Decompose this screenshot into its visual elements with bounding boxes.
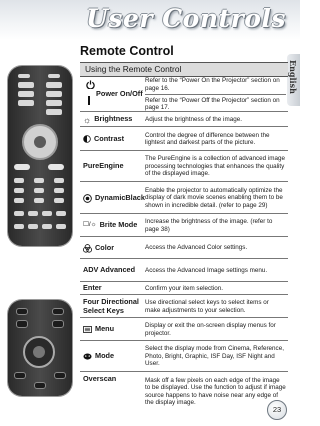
remote-button: [48, 74, 60, 78]
table-row: [80, 282, 288, 295]
row-label-text: Color: [95, 242, 115, 252]
table-row: [80, 259, 288, 282]
remote-button: [18, 82, 34, 88]
row-description: Enable the projector to automatically optimize the display of dark movie scenes enabling them to be shown in incredible detail. (refer to page 29): [145, 186, 283, 209]
remote-button: [34, 188, 44, 193]
table-row: [80, 237, 288, 259]
dynamic-black-icon: [83, 194, 92, 203]
remote-button: [42, 211, 52, 216]
remote-button: [54, 198, 64, 203]
remote-button: [46, 82, 62, 88]
remote-button: [18, 91, 34, 97]
row-description: Mask off a few pixels on each edge of the image to be displayed. Use the function to adjust if image source happens to have noise near any edge of the display image.: [145, 376, 286, 406]
row-label: [80, 282, 143, 294]
remote-button: [46, 91, 62, 97]
row-label: [80, 127, 143, 150]
row-label: [80, 372, 143, 410]
row-label-text: Enter: [83, 283, 102, 293]
remote-control-image: [8, 66, 72, 246]
row-description: Increase the brightness of the image. (refer to page 38): [145, 218, 273, 233]
row-label: [80, 259, 143, 281]
remote-button: [54, 372, 66, 379]
language-label: English: [288, 60, 298, 94]
row-description: Display or exit the on-screen display menus for projector.: [145, 322, 276, 337]
table-row: [80, 151, 288, 182]
remote-button: [34, 382, 46, 389]
row-description: Access the Advanced Image settings menu.: [145, 266, 268, 274]
row-label: [80, 77, 143, 111]
mode-icon: [83, 353, 92, 360]
remote-button: [54, 188, 64, 193]
row-label: [80, 341, 143, 371]
remote-control-image-2: [8, 300, 72, 396]
remote-button: [14, 211, 24, 216]
remote-button: [56, 211, 66, 216]
row-label-text: Four Directional Select Keys: [83, 297, 139, 315]
table-row: [80, 77, 288, 112]
row-description: The PureEngine is a collection of advanced image processing technologies that enhances the quality of the displayed image.: [145, 155, 286, 178]
row-label: [80, 318, 143, 340]
remote-button: [14, 198, 24, 203]
row-label-text: Mode: [95, 351, 115, 361]
remote-button: [14, 372, 26, 379]
remote-button: [56, 224, 66, 229]
remote-button: [28, 211, 38, 216]
row-description: Confirm your item selection.: [145, 284, 224, 292]
contrast-icon: [83, 135, 91, 143]
row-label-text: Contrast: [94, 133, 124, 143]
remote-enter-button: [33, 346, 45, 358]
row-label: [80, 214, 143, 236]
row-label: [80, 151, 143, 181]
power-line-icon: [88, 96, 90, 105]
menu-icon: [83, 326, 92, 333]
row-description: Control the degree of difference between the lightest and darkest parts of the picture.: [145, 131, 270, 146]
remote-button: [14, 224, 24, 229]
row-label-text: Power On/Off: [96, 89, 143, 98]
table-row: [80, 214, 288, 237]
remote-control-table: [80, 62, 288, 410]
row-description: [143, 77, 288, 111]
row-label-text: Menu: [95, 324, 115, 334]
color-icon: [83, 244, 92, 253]
remote-button: [46, 100, 62, 106]
brite-mode-icon: ☐/☼: [83, 221, 97, 229]
row-label-text: Overscan: [83, 374, 117, 383]
remote-button: [16, 308, 28, 315]
row-label-text: DynamicBlack: [95, 192, 145, 202]
page-number: 23: [267, 400, 287, 420]
row-description-text: Refer to the “Power Off the Projector” section on page 17.: [145, 97, 280, 112]
row-description: Use directional select keys to select items or make adjustments to your selection.: [145, 299, 269, 314]
remote-dpad: [22, 124, 58, 160]
remote-button: [18, 74, 30, 78]
row-description: Adjust the brightness of the image.: [145, 115, 242, 123]
remote-button: [14, 164, 30, 170]
table-row: [80, 127, 288, 151]
remote-button: [34, 198, 44, 203]
row-label: [80, 182, 143, 213]
power-icon: [86, 80, 95, 89]
remote-button: [14, 178, 24, 183]
row-label-text: Brightness: [94, 114, 133, 124]
remote-button: [54, 178, 64, 183]
remote-button: [34, 178, 44, 183]
remote-button: [48, 164, 64, 170]
table-row: [80, 341, 288, 372]
row-description: Access the Advanced Color settings.: [145, 244, 248, 252]
row-label-text: ADV Advanced: [83, 265, 136, 275]
remote-button: [52, 308, 64, 315]
remote-enter-button: [34, 136, 46, 148]
remote-button: [46, 109, 62, 115]
row-label: [80, 295, 143, 317]
row-description-text: Refer to the “Power On the Projector” section on page 16.: [145, 77, 286, 95]
row-label-text: PureEngine: [83, 161, 124, 171]
row-label: [80, 237, 143, 258]
row-label: [80, 112, 143, 126]
remote-button: [16, 320, 28, 328]
remote-button: [14, 188, 24, 193]
row-label-text: Brite Mode: [99, 220, 138, 230]
remote-button: [28, 224, 38, 229]
remote-button: [52, 320, 64, 328]
brightness-sun-icon: ☼: [83, 114, 92, 125]
remote-button: [18, 100, 34, 106]
remote-dpad: [23, 336, 55, 368]
table-row: [80, 112, 288, 127]
header-title: User Controls: [86, 4, 286, 33]
header-banner: [0, 0, 300, 40]
table-row: [80, 182, 288, 214]
table-row: [80, 372, 288, 410]
language-tab: [287, 54, 300, 106]
section-title: Remote Control: [80, 44, 174, 58]
table-heading: Using the Remote Control: [80, 63, 288, 77]
row-description: Select the display mode from Cinema, Reference, Photo, Bright, Graphic, ISF Day, ISF Night and User.: [145, 345, 284, 368]
remote-button: [42, 224, 52, 229]
table-row: [80, 318, 288, 341]
table-row: [80, 295, 288, 318]
